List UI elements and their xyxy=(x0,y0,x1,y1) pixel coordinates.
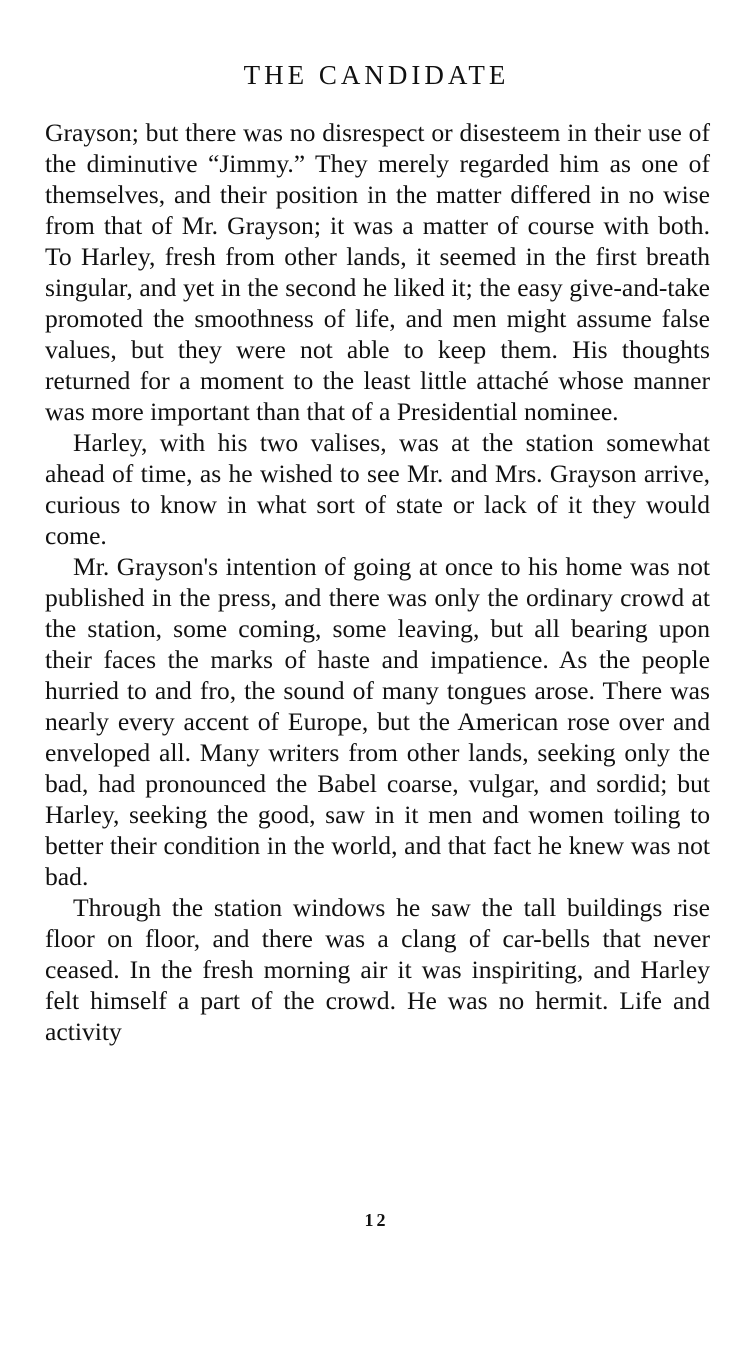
body-text xyxy=(45,117,710,1047)
paragraph-continued: Grayson; but there was no disrespect or disesteem in their use of the diminutive “Jimmy.” They merely regarded him as one of themselves, and their position in the matter differed in no wise from that of Mr. Grayson; it was a matter of course with both. To Harley, fresh from other lands, it seemed in the first breath singular, and yet in the second he liked it; the easy give-and-take promoted the smoothness of life, and men might assume false values, but they were not able to keep them. His thoughts returned for a moment to the least little attaché whose manner was more important than that of a Presidential nominee. xyxy=(45,118,710,426)
paragraph: Mr. Grayson's intention of going at once to his home was not published in the press, and there was only the ordinary crowd at the station, some coming, some leaving, but all bearing upon their faces the marks of haste and impatience. As the people hurried to and fro, the sound of many tongues arose. There was nearly every accent of Europe, but the American rose over and enveloped all. Many writers from other lands, seeking only the bad, had pronounced the Babel coarse, vulgar, and sordid; but Harley, seeking the good, saw in it men and women toiling to better their condition in the world, and that fact he knew was not bad. xyxy=(45,552,710,891)
paragraph: Through the station windows he saw the tall buildings rise floor on floor, and there was a clang of car-bells that never ceased. In the fresh morning air it was inspiriting, and Harley felt himself a part of the crowd. He was no hermit. Life and activity xyxy=(45,893,710,1046)
paragraph: Harley, with his two valises, was at the station somewhat ahead of time, as he wished to see Mr. and Mrs. Grayson arrive, curious to know in what sort of state or lack of it they would come. xyxy=(45,428,710,550)
page-number: 12 xyxy=(364,1210,389,1230)
running-head: THE CANDIDATE xyxy=(243,60,510,90)
